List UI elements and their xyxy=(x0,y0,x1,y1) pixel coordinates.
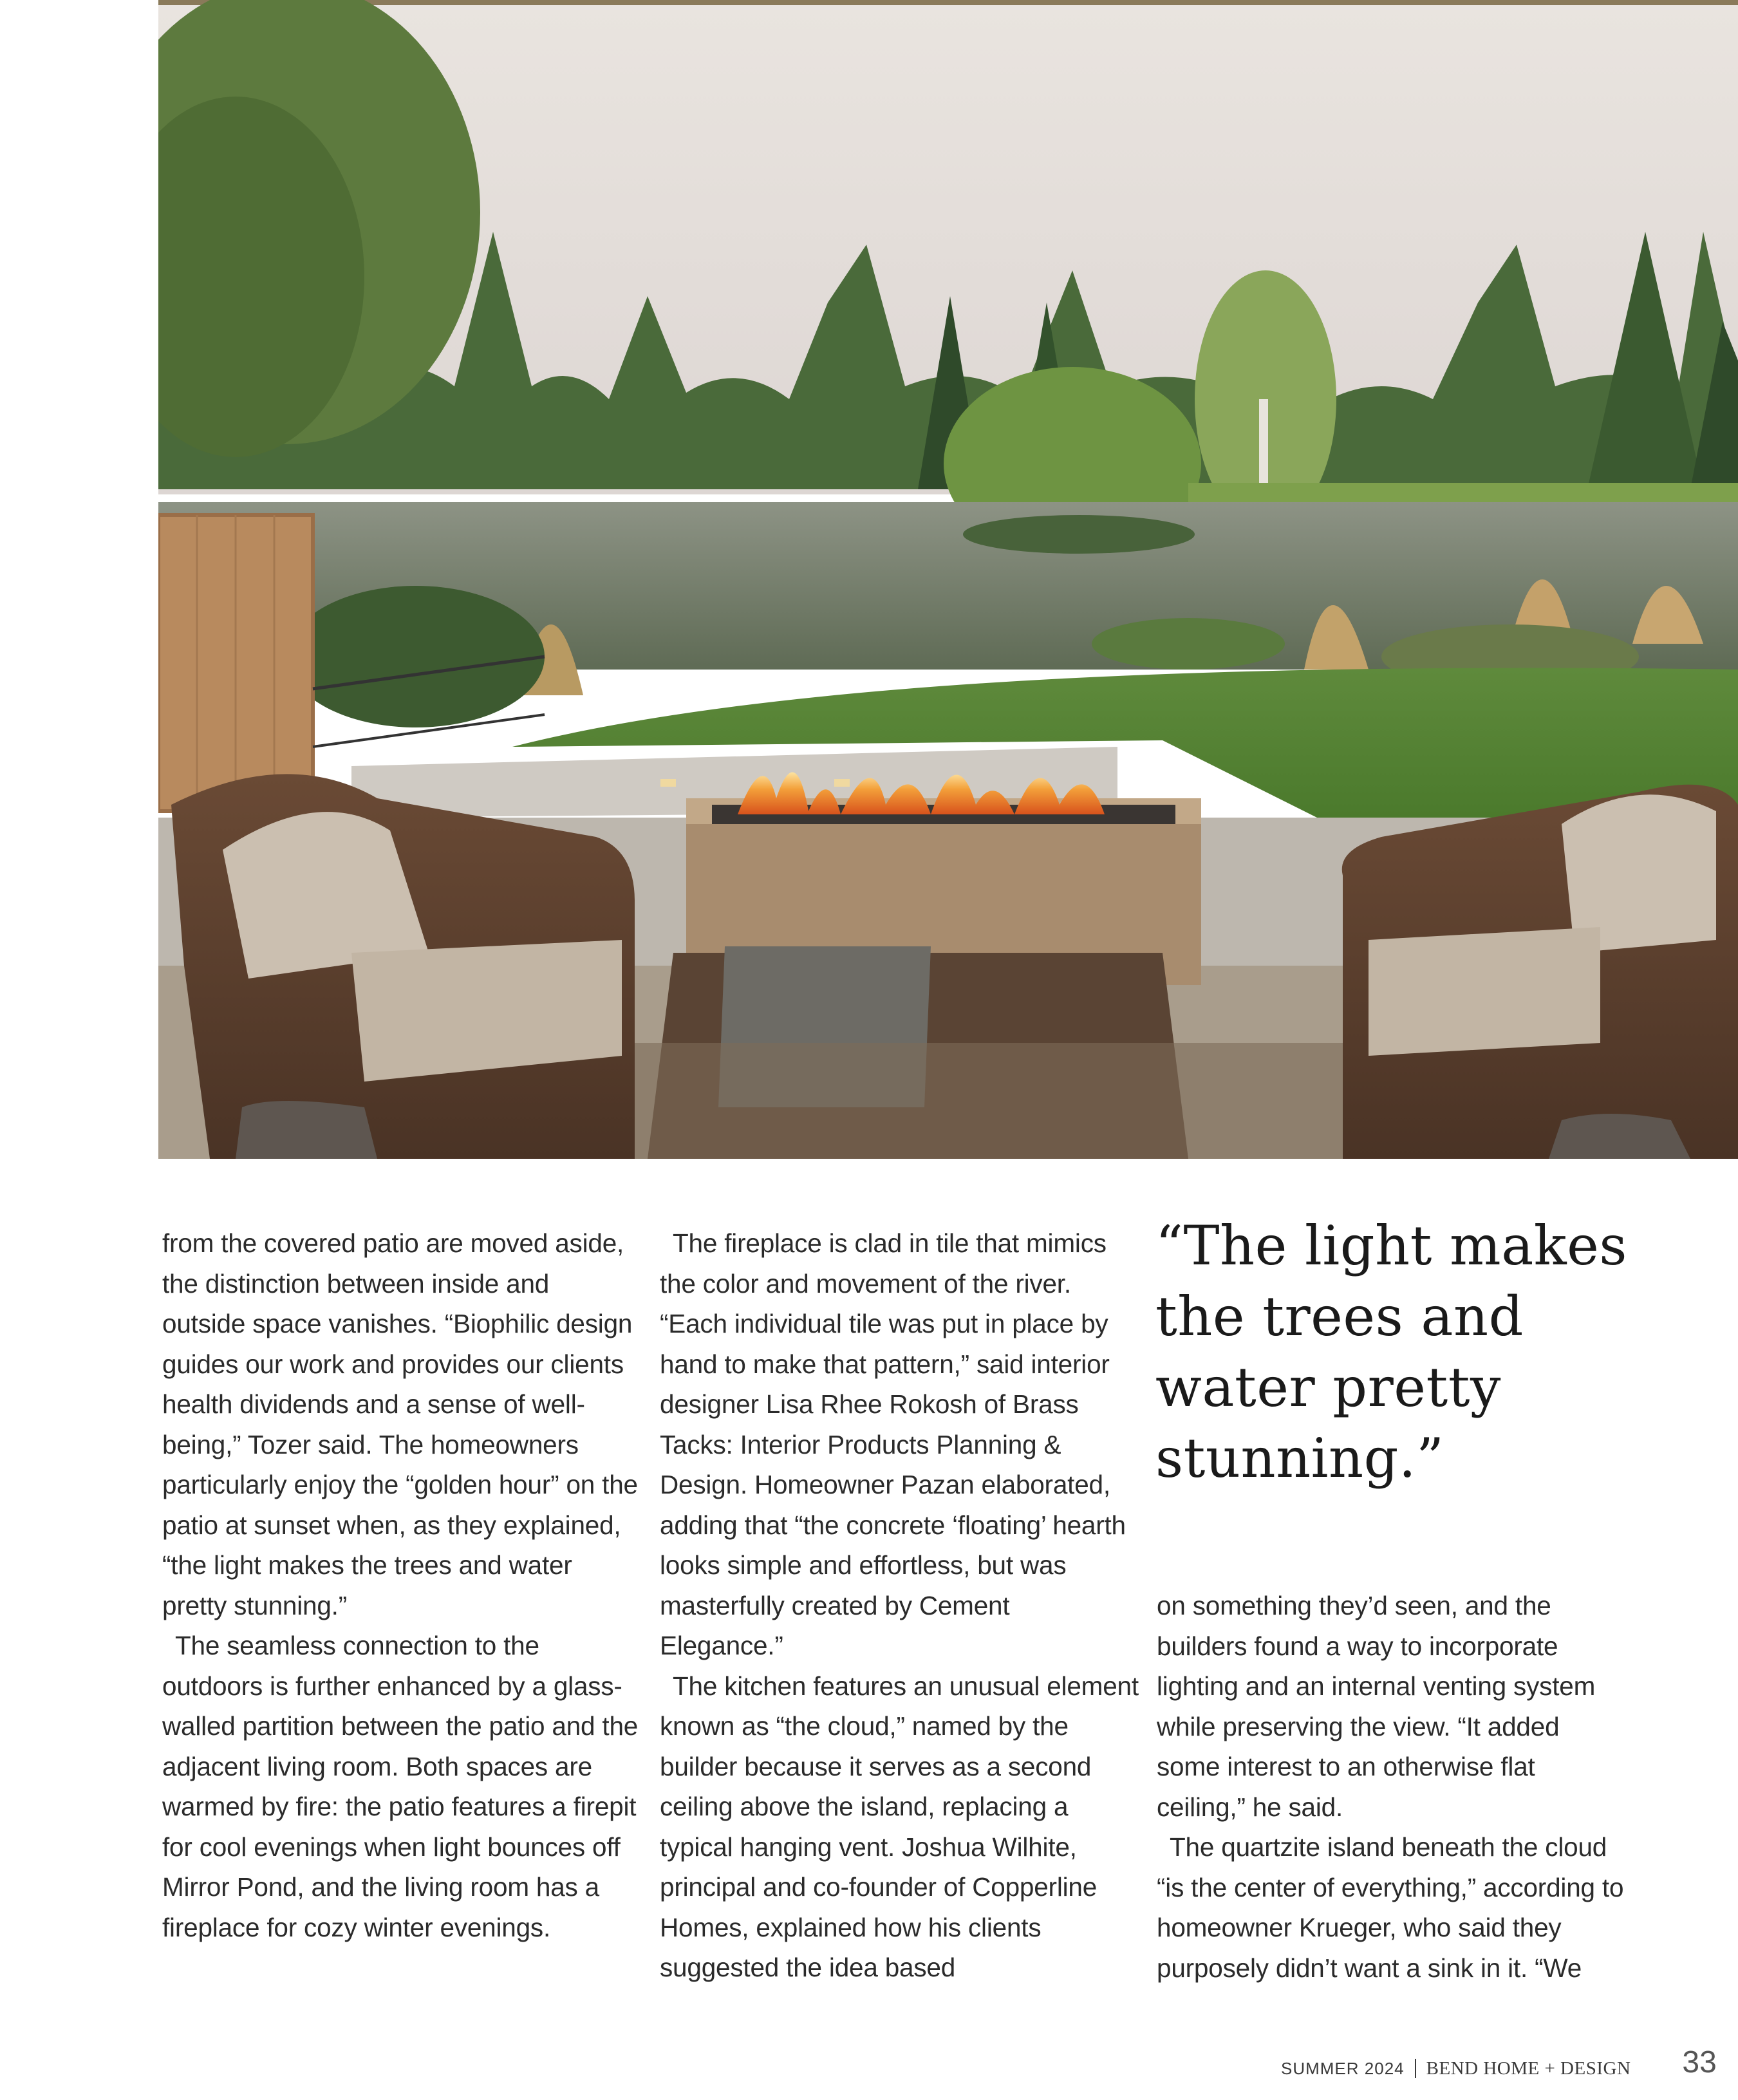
body-column-2 xyxy=(660,1223,1139,1988)
hero-photo xyxy=(158,0,1738,1159)
body-column-3 xyxy=(1157,1586,1627,1988)
patio-firepit-photo xyxy=(158,0,1738,1159)
pull-quote: “The light makes the trees and water pretty stunning.” xyxy=(1155,1214,1627,1490)
paragraph: on something they’d seen, and the builders found a way to incorporate lighting and an internal venting system while preserving the view. “It added some interest to an otherwise flat ceiling,” he said. xyxy=(1157,1591,1596,1822)
page-footer xyxy=(1281,2039,1717,2078)
issue-label: SUMMER 2024 xyxy=(1281,2059,1405,2078)
paragraph: The quartzite island beneath the cloud “is the center of everything,” according to homeowner Krueger, who said they purposely didn’t want a sink in it. “We xyxy=(1157,1832,1624,1983)
paragraph: The fireplace is clad in tile that mimics the color and movement of the river. “Each individual tile was put in place by hand to make that pattern,” said interior designer Lisa Rhee Rokosh of Brass Tacks: Interior Products Planning & Design. Homeowner Pazan elaborated, adding that “the concrete ‘floating’ hearth looks simple and effortless, but was masterfully created by Cement Elegance.” xyxy=(660,1228,1126,1660)
paragraph: The kitchen features an unusual element known as “the cloud,” named by the builder because it serves as a second ceiling above the island, replacing a typical hanging vent. Joshua Wilhite, principal and co-founder of Copperline Homes, explained how his clients suggested the idea based xyxy=(660,1671,1139,1982)
paragraph: from the covered patio are moved aside, the distinction between inside and outside space vanishes. “Biophilic design guides our work and provides our clients health dividends and a sense of well-being,” Tozer said. The homeowners particularly enjoy the “golden hour” on the patio at sunset when, as they explained, “the light makes the trees and water pretty stunning.” xyxy=(162,1228,638,1620)
page-number: 33 xyxy=(1682,2045,1717,2079)
paragraph: The seamless connection to the outdoors is further enhanced by a glass-walled partition between the patio and the adjacent living room. Both spaces are warmed by fire: the patio features a firepit for cool evenings when light bounces off Mirror Pond, and the living room has a fireplace for cozy winter evenings. xyxy=(162,1631,639,1942)
footer-divider xyxy=(1415,2059,1416,2078)
magazine-name: BEND HOME + DESIGN xyxy=(1426,2058,1631,2079)
body-column-1 xyxy=(162,1223,639,1947)
